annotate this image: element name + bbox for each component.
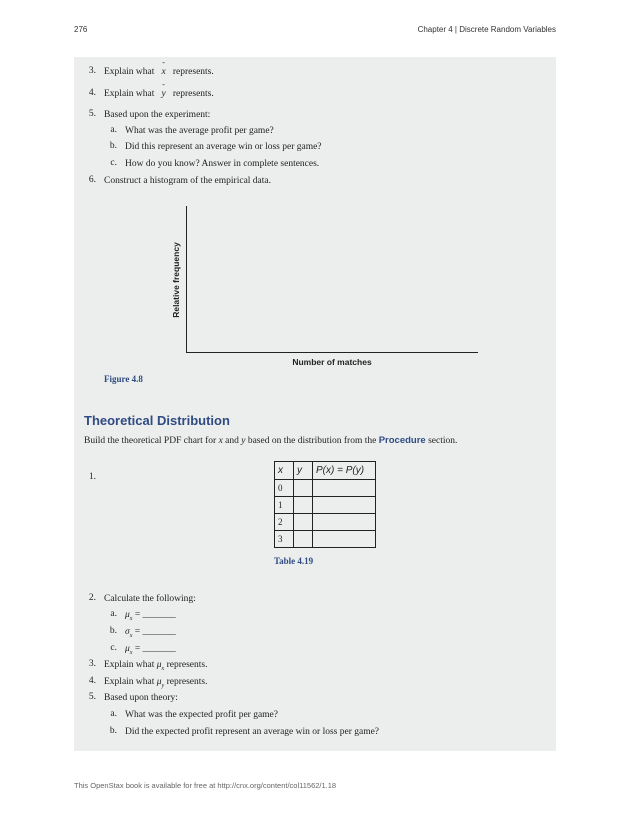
- section-title: Theoretical Distribution: [84, 413, 230, 428]
- formula-blank: $\sigma_x$ = _______: [125, 627, 176, 639]
- list-number: 1.: [88, 472, 96, 482]
- section-intro: Build the theoretical PDF chart for x and y based on the distribution from the Procedure section.: [84, 435, 458, 446]
- list-item: Construct a histogram of the empirical data.: [104, 176, 271, 186]
- list-number: 5.: [88, 109, 96, 119]
- table-cell: [294, 514, 313, 531]
- table-caption: Table 4.19: [274, 556, 314, 566]
- list-item: Explain what $\mu_x$ represents.: [104, 660, 208, 672]
- list-number: 6.: [88, 175, 96, 185]
- chapter-heading: Chapter 4 | Discrete Random Variables: [417, 25, 556, 34]
- list-item: Based upon the experiment:: [104, 110, 211, 120]
- list-item: Explain what - x represents.: [104, 66, 214, 78]
- table-cell: 3: [275, 531, 294, 548]
- table-cell: 2: [275, 514, 294, 531]
- list-item: What was the expected profit per game?: [125, 710, 278, 720]
- table-cell: [294, 531, 313, 548]
- formula-blank: $\mu_x$ = _______: [125, 644, 176, 656]
- list-letter: a.: [110, 709, 117, 719]
- list-letter: b.: [109, 726, 117, 736]
- list-item: How do you know? Answer in complete sentences.: [125, 159, 320, 169]
- list-number: 3.: [88, 659, 96, 669]
- list-letter: b.: [109, 141, 117, 151]
- list-number: 3.: [88, 66, 96, 76]
- table-cell: [313, 531, 376, 548]
- y-axis-label: Relative frequency: [171, 242, 181, 318]
- table-header-row: [275, 462, 376, 480]
- list-number: 4.: [88, 676, 96, 686]
- table-cell: [313, 480, 376, 497]
- table-header-cell: x: [275, 462, 294, 480]
- table-row: [275, 497, 376, 514]
- table-cell: 1: [275, 497, 294, 514]
- list-letter: c.: [110, 643, 117, 653]
- figure-caption: Figure 4.8: [104, 374, 143, 384]
- list-item: Did the expected profit represent an average win or loss per game?: [125, 727, 380, 737]
- pdf-table: [274, 461, 376, 548]
- table-cell: [294, 497, 313, 514]
- list-item: Explain what $\mu_y$ represents.: [104, 677, 208, 689]
- y-bar-symbol: - y: [162, 88, 166, 100]
- table-row: [275, 514, 376, 531]
- list-number: 5.: [88, 692, 96, 702]
- list-number: 2.: [88, 593, 96, 603]
- list-item: Based upon theory:: [104, 693, 178, 703]
- list-letter: b.: [109, 626, 117, 636]
- footer-note: This OpenStax book is available for free at http://cnx.org/content/col11562/1.18: [74, 781, 337, 790]
- table-row: [275, 480, 376, 497]
- table-header-cell: P(x) = P(y): [313, 462, 376, 480]
- table-cell: [294, 480, 313, 497]
- x-bar-symbol: - x: [162, 66, 166, 78]
- list-letter: a.: [110, 609, 117, 619]
- table-cell: 0: [275, 480, 294, 497]
- histogram-axes: [186, 206, 478, 353]
- list-item: Calculate the following:: [104, 594, 196, 604]
- table-cell: [313, 514, 376, 531]
- x-axis-label: Number of matches: [292, 357, 372, 367]
- list-item: Explain what - y represents.: [104, 88, 214, 100]
- table-header-cell: y: [294, 462, 313, 480]
- page-number: 276: [74, 25, 88, 34]
- table-cell: [313, 497, 376, 514]
- list-letter: c.: [110, 158, 117, 168]
- formula-blank: $\mu_x$ = _______: [125, 610, 176, 622]
- list-letter: a.: [110, 125, 117, 135]
- list-number: 4.: [88, 88, 96, 98]
- list-item: Did this represent an average win or loss per game?: [125, 142, 322, 152]
- procedure-link[interactable]: Procedure: [378, 435, 426, 446]
- table-row: [275, 531, 376, 548]
- list-item: What was the average profit per game?: [125, 126, 274, 136]
